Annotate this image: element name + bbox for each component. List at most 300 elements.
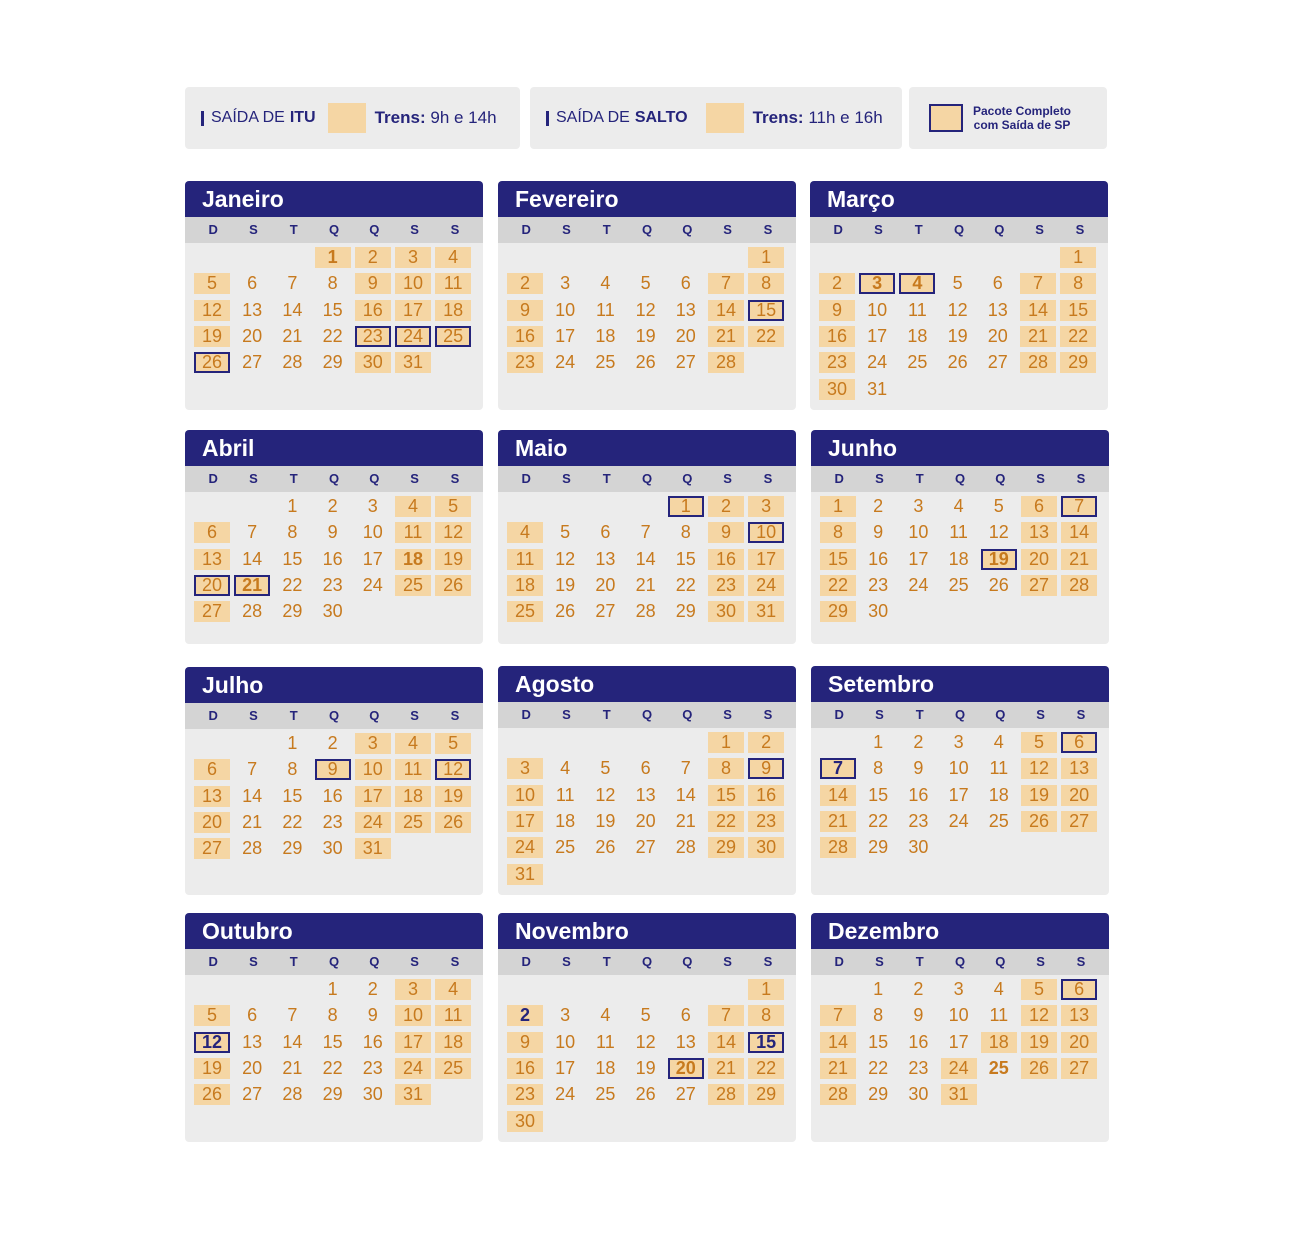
day-cell[interactable]: 2 (355, 247, 391, 268)
day-cell[interactable]: 12 (435, 759, 471, 780)
day-cell[interactable]: 3 (507, 758, 543, 779)
day-cell[interactable]: 27 (675, 352, 696, 373)
day-cell[interactable]: 25 (988, 1057, 1009, 1078)
day-cell[interactable]: 8 (287, 759, 298, 780)
day-cell[interactable]: 31 (395, 352, 431, 373)
day-cell[interactable]: 30 (908, 1084, 929, 1105)
day-cell[interactable]: 23 (362, 1057, 383, 1078)
day-cell[interactable]: 18 (981, 1032, 1017, 1053)
day-cell[interactable]: 1 (708, 732, 744, 753)
day-cell[interactable]: 1 (668, 496, 704, 517)
day-cell[interactable]: 13 (194, 786, 230, 807)
day-cell[interactable]: 16 (819, 326, 855, 347)
day-cell[interactable]: 19 (194, 326, 230, 347)
day-cell[interactable]: 9 (507, 1032, 543, 1053)
day-cell[interactable]: 12 (635, 1031, 656, 1052)
day-cell[interactable]: 14 (708, 1032, 744, 1053)
day-cell[interactable]: 9 (355, 273, 391, 294)
day-cell[interactable]: 2 (327, 496, 338, 516)
day-cell[interactable]: 8 (748, 1005, 784, 1026)
day-cell[interactable]: 23 (708, 575, 744, 596)
day-cell[interactable]: 2 (873, 496, 884, 516)
day-cell[interactable]: 30 (355, 352, 391, 373)
day-cell[interactable]: 12 (435, 522, 471, 543)
day-cell[interactable]: 5 (952, 273, 963, 294)
day-cell[interactable]: 29 (868, 1084, 889, 1105)
day-cell[interactable]: 13 (987, 299, 1008, 320)
day-cell[interactable]: 4 (993, 979, 1004, 999)
day-cell[interactable]: 3 (355, 733, 391, 754)
day-cell[interactable]: 1 (748, 979, 784, 1000)
day-cell[interactable]: 11 (989, 758, 1009, 779)
day-cell[interactable]: 13 (1021, 522, 1057, 543)
day-cell[interactable]: 12 (595, 784, 616, 805)
day-cell[interactable]: 22 (820, 575, 856, 596)
day-cell[interactable]: 20 (242, 1057, 263, 1078)
day-cell[interactable]: 7 (820, 1005, 856, 1026)
day-cell[interactable]: 6 (1021, 496, 1057, 517)
day-cell[interactable]: 11 (596, 299, 615, 320)
day-cell[interactable]: 26 (194, 1084, 230, 1105)
day-cell[interactable]: 12 (194, 1032, 230, 1053)
day-cell[interactable]: 23 (819, 352, 855, 373)
day-cell[interactable]: 22 (708, 811, 744, 832)
day-cell[interactable]: 13 (595, 548, 616, 569)
day-cell[interactable]: 28 (242, 838, 263, 859)
day-cell[interactable]: 23 (507, 1084, 543, 1105)
day-cell[interactable]: 10 (362, 522, 383, 543)
day-cell[interactable]: 27 (1061, 811, 1097, 832)
day-cell[interactable]: 22 (675, 574, 696, 595)
day-cell[interactable]: 7 (1020, 273, 1056, 294)
day-cell[interactable]: 7 (708, 273, 744, 294)
day-cell[interactable]: 6 (194, 759, 230, 780)
day-cell[interactable]: 15 (708, 785, 744, 806)
day-cell[interactable]: 27 (595, 601, 616, 622)
day-cell[interactable]: 21 (708, 326, 744, 347)
day-cell[interactable]: 29 (675, 601, 696, 622)
day-cell[interactable]: 11 (435, 273, 471, 294)
day-cell[interactable]: 29 (1060, 352, 1096, 373)
day-cell[interactable]: 3 (953, 979, 964, 999)
day-cell[interactable]: 8 (820, 522, 856, 543)
day-cell[interactable]: 11 (395, 759, 431, 780)
day-cell[interactable]: 3 (395, 247, 431, 268)
day-cell[interactable]: 24 (362, 574, 383, 595)
day-cell[interactable]: 23 (322, 574, 343, 595)
day-cell[interactable]: 26 (1021, 1058, 1057, 1079)
day-cell[interactable]: 12 (194, 300, 230, 321)
day-cell[interactable]: 10 (748, 522, 784, 543)
day-cell[interactable]: 8 (327, 1005, 338, 1026)
day-cell[interactable]: 22 (322, 1057, 343, 1078)
day-cell[interactable]: 13 (635, 784, 656, 805)
day-cell[interactable]: 1 (315, 247, 351, 268)
day-cell[interactable]: 11 (507, 549, 543, 570)
day-cell[interactable]: 21 (820, 1058, 856, 1079)
day-cell[interactable]: 17 (867, 325, 888, 346)
day-cell[interactable]: 25 (395, 575, 431, 596)
day-cell[interactable]: 28 (1020, 352, 1056, 373)
day-cell[interactable]: 7 (287, 1005, 298, 1026)
day-cell[interactable]: 6 (1061, 979, 1097, 1000)
day-cell[interactable]: 4 (395, 733, 431, 754)
day-cell[interactable]: 11 (555, 784, 575, 805)
day-cell[interactable]: 28 (820, 837, 856, 858)
day-cell[interactable]: 28 (282, 1084, 303, 1105)
day-cell[interactable]: 18 (948, 548, 969, 569)
day-cell[interactable]: 24 (395, 1058, 431, 1079)
day-cell[interactable]: 8 (680, 522, 691, 543)
day-cell[interactable]: 21 (282, 325, 303, 346)
day-cell[interactable]: 9 (708, 522, 744, 543)
day-cell[interactable]: 15 (282, 548, 303, 569)
day-cell[interactable]: 18 (555, 810, 576, 831)
day-cell[interactable]: 12 (947, 299, 968, 320)
day-cell[interactable]: 18 (435, 1032, 471, 1053)
day-cell[interactable]: 16 (868, 548, 889, 569)
day-cell[interactable]: 6 (1061, 732, 1097, 753)
day-cell[interactable]: 6 (992, 273, 1003, 294)
day-cell[interactable]: 8 (287, 522, 298, 543)
day-cell[interactable]: 26 (635, 352, 656, 373)
day-cell[interactable]: 10 (507, 785, 543, 806)
day-cell[interactable]: 15 (675, 548, 696, 569)
day-cell[interactable]: 5 (560, 522, 571, 543)
day-cell[interactable]: 17 (948, 784, 969, 805)
day-cell[interactable]: 3 (953, 732, 964, 752)
day-cell[interactable]: 17 (908, 548, 929, 569)
day-cell[interactable]: 24 (748, 575, 784, 596)
day-cell[interactable]: 15 (820, 549, 856, 570)
day-cell[interactable]: 3 (913, 496, 924, 516)
day-cell[interactable]: 10 (395, 1005, 431, 1026)
day-cell[interactable]: 7 (640, 522, 651, 543)
day-cell[interactable]: 9 (367, 1005, 378, 1026)
day-cell[interactable]: 14 (242, 785, 263, 806)
day-cell[interactable]: 15 (868, 1031, 889, 1052)
day-cell[interactable]: 17 (948, 1031, 969, 1052)
day-cell[interactable]: 25 (555, 837, 576, 858)
day-cell[interactable]: 3 (560, 273, 571, 294)
day-cell[interactable]: 30 (748, 837, 784, 858)
day-cell[interactable]: 14 (242, 548, 263, 569)
day-cell[interactable]: 24 (867, 352, 888, 373)
day-cell[interactable]: 26 (988, 574, 1009, 595)
day-cell[interactable]: 27 (1021, 575, 1057, 596)
day-cell[interactable]: 9 (748, 758, 784, 779)
day-cell[interactable]: 18 (988, 784, 1009, 805)
day-cell[interactable]: 23 (908, 1057, 929, 1078)
day-cell[interactable]: 22 (868, 1057, 889, 1078)
day-cell[interactable]: 13 (242, 1031, 263, 1052)
day-cell[interactable]: 19 (947, 325, 968, 346)
day-cell[interactable]: 6 (680, 1005, 691, 1026)
day-cell[interactable]: 5 (993, 496, 1004, 516)
day-cell[interactable]: 4 (435, 979, 471, 1000)
day-cell[interactable]: 19 (435, 786, 471, 807)
day-cell[interactable]: 11 (435, 1005, 471, 1026)
day-cell[interactable]: 4 (899, 273, 935, 294)
day-cell[interactable]: 22 (748, 326, 784, 347)
day-cell[interactable]: 12 (635, 299, 656, 320)
day-cell[interactable]: 2 (507, 1005, 543, 1026)
day-cell[interactable]: 17 (555, 325, 576, 346)
day-cell[interactable]: 1 (873, 979, 884, 999)
day-cell[interactable]: 6 (640, 758, 651, 779)
day-cell[interactable]: 29 (282, 838, 303, 859)
day-cell[interactable]: 31 (867, 378, 888, 399)
day-cell[interactable]: 3 (395, 979, 431, 1000)
day-cell[interactable]: 26 (435, 812, 471, 833)
day-cell[interactable]: 30 (868, 601, 889, 622)
day-cell[interactable]: 14 (1020, 300, 1056, 321)
day-cell[interactable]: 29 (322, 352, 343, 373)
day-cell[interactable]: 28 (675, 837, 696, 858)
day-cell[interactable]: 13 (194, 549, 230, 570)
day-cell[interactable]: 17 (362, 548, 383, 569)
day-cell[interactable]: 2 (913, 732, 924, 752)
day-cell[interactable]: 5 (435, 733, 471, 754)
day-cell[interactable]: 4 (395, 496, 431, 517)
day-cell[interactable]: 23 (322, 811, 343, 832)
day-cell[interactable]: 20 (668, 1058, 704, 1079)
day-cell[interactable]: 20 (194, 575, 230, 596)
day-cell[interactable]: 10 (948, 758, 969, 779)
day-cell[interactable]: 21 (820, 811, 856, 832)
day-cell[interactable]: 22 (748, 1058, 784, 1079)
day-cell[interactable]: 30 (507, 1111, 543, 1132)
day-cell[interactable]: 7 (820, 758, 856, 779)
day-cell[interactable]: 20 (675, 325, 696, 346)
day-cell[interactable]: 11 (596, 1031, 615, 1052)
day-cell[interactable]: 10 (555, 1031, 576, 1052)
day-cell[interactable]: 25 (907, 352, 928, 373)
day-cell[interactable]: 8 (1060, 273, 1096, 294)
day-cell[interactable]: 25 (395, 812, 431, 833)
day-cell[interactable]: 10 (867, 299, 888, 320)
day-cell[interactable]: 14 (820, 785, 856, 806)
day-cell[interactable]: 28 (282, 352, 303, 373)
day-cell[interactable]: 2 (327, 733, 338, 753)
day-cell[interactable]: 4 (560, 758, 571, 779)
day-cell[interactable]: 22 (322, 325, 343, 346)
day-cell[interactable]: 2 (748, 732, 784, 753)
day-cell[interactable]: 5 (640, 1005, 651, 1026)
day-cell[interactable]: 6 (247, 273, 258, 294)
day-cell[interactable]: 9 (507, 300, 543, 321)
day-cell[interactable]: 11 (949, 522, 968, 543)
day-cell[interactable]: 12 (555, 548, 576, 569)
day-cell[interactable]: 28 (1061, 575, 1097, 596)
day-cell[interactable]: 21 (282, 1057, 303, 1078)
day-cell[interactable]: 14 (675, 784, 696, 805)
day-cell[interactable]: 16 (507, 326, 543, 347)
day-cell[interactable]: 15 (748, 1032, 784, 1053)
day-cell[interactable]: 31 (395, 1084, 431, 1105)
day-cell[interactable]: 20 (595, 574, 616, 595)
day-cell[interactable]: 26 (1021, 811, 1057, 832)
day-cell[interactable]: 4 (993, 732, 1004, 752)
day-cell[interactable]: 21 (234, 575, 270, 596)
day-cell[interactable]: 21 (1061, 549, 1097, 570)
day-cell[interactable]: 24 (395, 326, 431, 347)
day-cell[interactable]: 27 (987, 352, 1008, 373)
day-cell[interactable]: 1 (287, 496, 298, 516)
day-cell[interactable]: 25 (435, 326, 471, 347)
day-cell[interactable]: 28 (820, 1084, 856, 1105)
day-cell[interactable]: 17 (395, 300, 431, 321)
day-cell[interactable]: 18 (595, 325, 616, 346)
day-cell[interactable]: 2 (913, 979, 924, 999)
day-cell[interactable]: 1 (748, 247, 784, 268)
day-cell[interactable]: 7 (1061, 496, 1097, 517)
day-cell[interactable]: 25 (595, 352, 616, 373)
day-cell[interactable]: 27 (194, 838, 230, 859)
day-cell[interactable]: 5 (600, 758, 611, 779)
day-cell[interactable]: 7 (287, 273, 298, 294)
day-cell[interactable]: 9 (327, 522, 338, 543)
day-cell[interactable]: 25 (948, 574, 969, 595)
day-cell[interactable]: 14 (820, 1032, 856, 1053)
day-cell[interactable]: 1 (1060, 247, 1096, 268)
day-cell[interactable]: 20 (1021, 549, 1057, 570)
day-cell[interactable]: 24 (555, 352, 576, 373)
day-cell[interactable]: 19 (635, 325, 656, 346)
day-cell[interactable]: 27 (242, 352, 263, 373)
day-cell[interactable]: 11 (989, 1005, 1009, 1026)
day-cell[interactable]: 20 (987, 325, 1008, 346)
day-cell[interactable]: 25 (507, 601, 543, 622)
day-cell[interactable]: 10 (395, 273, 431, 294)
day-cell[interactable]: 2 (819, 273, 855, 294)
day-cell[interactable]: 24 (908, 574, 929, 595)
day-cell[interactable]: 27 (1061, 1058, 1097, 1079)
day-cell[interactable]: 21 (242, 811, 263, 832)
day-cell[interactable]: 20 (1061, 785, 1097, 806)
day-cell[interactable]: 14 (282, 299, 303, 320)
day-cell[interactable]: 1 (820, 496, 856, 517)
day-cell[interactable]: 30 (362, 1084, 383, 1105)
day-cell[interactable]: 22 (1060, 326, 1096, 347)
day-cell[interactable]: 28 (635, 601, 656, 622)
day-cell[interactable]: 17 (507, 811, 543, 832)
day-cell[interactable]: 7 (680, 758, 691, 779)
day-cell[interactable]: 8 (873, 758, 884, 779)
day-cell[interactable]: 21 (675, 810, 696, 831)
day-cell[interactable]: 13 (675, 299, 696, 320)
day-cell[interactable]: 9 (873, 522, 884, 543)
day-cell[interactable]: 16 (507, 1058, 543, 1079)
day-cell[interactable]: 15 (748, 300, 784, 321)
day-cell[interactable]: 31 (507, 864, 543, 885)
day-cell[interactable]: 23 (908, 810, 929, 831)
day-cell[interactable]: 16 (908, 1031, 929, 1052)
day-cell[interactable]: 26 (194, 352, 230, 373)
day-cell[interactable]: 4 (600, 1005, 611, 1026)
day-cell[interactable]: 13 (1061, 758, 1097, 779)
day-cell[interactable]: 15 (1060, 300, 1096, 321)
day-cell[interactable]: 7 (247, 759, 258, 780)
day-cell[interactable]: 13 (242, 299, 263, 320)
day-cell[interactable]: 27 (242, 1084, 263, 1105)
day-cell[interactable]: 21 (635, 574, 656, 595)
day-cell[interactable]: 1 (873, 732, 884, 752)
day-cell[interactable]: 5 (194, 273, 230, 294)
day-cell[interactable]: 31 (941, 1084, 977, 1105)
day-cell[interactable]: 26 (435, 575, 471, 596)
day-cell[interactable]: 10 (355, 759, 391, 780)
day-cell[interactable]: 29 (282, 601, 303, 622)
day-cell[interactable]: 5 (194, 1005, 230, 1026)
day-cell[interactable]: 28 (708, 1084, 744, 1105)
day-cell[interactable]: 12 (1021, 758, 1057, 779)
day-cell[interactable]: 16 (355, 300, 391, 321)
day-cell[interactable]: 2 (367, 979, 378, 999)
day-cell[interactable]: 28 (242, 601, 263, 622)
day-cell[interactable]: 30 (908, 837, 929, 858)
day-cell[interactable]: 10 (555, 299, 576, 320)
day-cell[interactable]: 29 (322, 1084, 343, 1105)
day-cell[interactable]: 20 (242, 325, 263, 346)
day-cell[interactable]: 17 (555, 1057, 576, 1078)
day-cell[interactable]: 15 (322, 299, 343, 320)
day-cell[interactable]: 30 (322, 601, 343, 622)
day-cell[interactable]: 8 (873, 1005, 884, 1026)
day-cell[interactable]: 8 (748, 273, 784, 294)
day-cell[interactable]: 18 (395, 786, 431, 807)
day-cell[interactable]: 14 (708, 300, 744, 321)
day-cell[interactable]: 10 (908, 522, 929, 543)
day-cell[interactable]: 18 (507, 575, 543, 596)
day-cell[interactable]: 10 (948, 1005, 969, 1026)
day-cell[interactable]: 9 (913, 1005, 924, 1026)
day-cell[interactable]: 11 (395, 522, 431, 543)
day-cell[interactable]: 23 (355, 326, 391, 347)
day-cell[interactable]: 12 (1021, 1005, 1057, 1026)
day-cell[interactable]: 18 (395, 549, 431, 570)
day-cell[interactable]: 28 (708, 352, 744, 373)
day-cell[interactable]: 17 (355, 786, 391, 807)
day-cell[interactable]: 2 (708, 496, 744, 517)
day-cell[interactable]: 27 (675, 1084, 696, 1105)
day-cell[interactable]: 5 (1021, 979, 1057, 1000)
day-cell[interactable]: 16 (748, 785, 784, 806)
day-cell[interactable]: 1 (327, 979, 338, 999)
day-cell[interactable]: 24 (507, 837, 543, 858)
day-cell[interactable]: 12 (988, 522, 1009, 543)
day-cell[interactable]: 23 (748, 811, 784, 832)
day-cell[interactable]: 18 (595, 1057, 616, 1078)
day-cell[interactable]: 18 (435, 300, 471, 321)
day-cell[interactable]: 29 (708, 837, 744, 858)
day-cell[interactable]: 19 (435, 549, 471, 570)
day-cell[interactable]: 31 (355, 838, 391, 859)
day-cell[interactable]: 14 (1061, 522, 1097, 543)
day-cell[interactable]: 26 (595, 837, 616, 858)
day-cell[interactable]: 29 (748, 1084, 784, 1105)
day-cell[interactable]: 24 (948, 810, 969, 831)
day-cell[interactable]: 4 (507, 522, 543, 543)
day-cell[interactable]: 23 (868, 574, 889, 595)
day-cell[interactable]: 20 (635, 810, 656, 831)
day-cell[interactable]: 30 (708, 601, 744, 622)
day-cell[interactable]: 5 (640, 273, 651, 294)
day-cell[interactable]: 4 (435, 247, 471, 268)
day-cell[interactable]: 14 (635, 548, 656, 569)
day-cell[interactable]: 9 (315, 759, 351, 780)
day-cell[interactable]: 20 (194, 812, 230, 833)
